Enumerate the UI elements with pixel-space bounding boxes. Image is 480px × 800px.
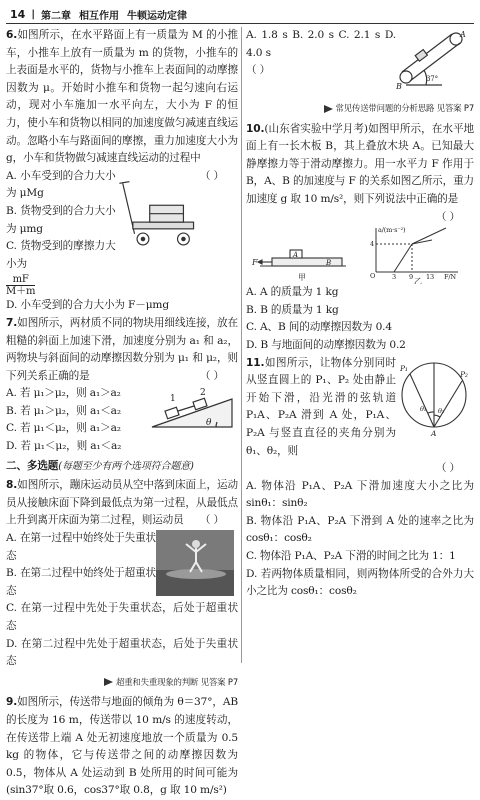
q6-number: 6.	[6, 29, 18, 41]
q10-option-a: A. A 的质量为 1 kg	[246, 286, 339, 299]
figure-jia	[258, 250, 346, 266]
q7-option-a: A. 若 μ₁＞μ₂，则 a₁＞a₂	[6, 387, 121, 400]
incline-figure	[146, 385, 236, 435]
q8-option-a: A. 在第一过程中始终处于失重状态	[6, 532, 156, 562]
question-8	[6, 477, 238, 691]
q8-option-b: B. 在第二过程中始终处于超重状态	[6, 567, 156, 597]
q10-option-c: C. A、B 间的动摩擦因数为 0.4	[246, 321, 392, 334]
fraction-numerator: mF	[6, 274, 35, 286]
q8-answer-bracket: （ ）	[199, 514, 224, 527]
q11-number: 11.	[246, 356, 265, 369]
angle-37-label: 37°	[426, 75, 438, 83]
q11-text: 如图所示，让物体分别同时从竖直圆上的 P₁、P₂ 处由静止开始下滑，沿光滑的弦轨道 P₁A、P₂A 滑到 A 处，P₁A、P₂A 与竖直直径的夹角分别为 θ₁、θ₂，则	[246, 356, 396, 457]
fraction-denominator: M＋m	[6, 285, 36, 297]
origin-label: O	[370, 272, 376, 281]
q7-options	[6, 385, 146, 455]
page-number: 14	[10, 7, 26, 21]
point-b-label: B	[396, 82, 402, 91]
q10-figures	[246, 226, 472, 284]
q11-answer-bracket: （ ）	[435, 462, 460, 475]
force-f-label: F	[252, 258, 258, 268]
q9-reference: 常见传送带问题的分析思路 见答案 P7	[246, 100, 474, 118]
q8-stem	[6, 477, 238, 530]
q10-option-d: D. B 与地面间的动摩擦因数为 0.2	[246, 338, 406, 351]
q6-option-a: A. 小车受到的合力大小为 μMg	[6, 169, 116, 200]
q6-stem	[6, 27, 238, 182]
x-tick-9: 9	[409, 273, 413, 282]
block-a-label: A	[293, 251, 298, 260]
q8-reference: 超重和失重现象的判断 见答案 P7	[6, 674, 238, 692]
q6-answer-bracket: （ ）	[199, 169, 224, 182]
question-9-start	[6, 694, 238, 800]
q6-text: 如图所示，在水平路面上有一质量为 M 的小推车，小推车上放有一质量为 m 的货物，小推车的上表面是水平的，货物与小推车上表面间的动摩擦因数为 μ。开始时小推车和货物一起匀速向右运动，现对小车施加一水平向左，大小为 F 的恒力，使小车和货物以相同的加速度做匀减速直线运动。忽略小车与路面间的摩擦，重力加速度大小为 g，小车和货物做匀减速直线运动的过程中	[6, 29, 238, 165]
q6-option-b: B. 货物受到的合力大小为 μmg	[6, 204, 116, 235]
fraction	[6, 274, 35, 297]
question-7	[6, 315, 238, 456]
x-tick-3: 3	[392, 273, 396, 282]
section-title: 二、多选题	[6, 459, 59, 472]
q7-option-d: D. 若 μ₁＜μ₂，则 a₁＜a₂	[6, 440, 122, 453]
q9-continuation	[246, 27, 474, 97]
q11-stem-with-figure	[246, 355, 474, 461]
q7-text: 如图所示，两材质不同的物块用细线连接，放在粗糙的斜面上加速下滑，加速度分别为 a₁ 和 a₂，两物块与斜面间的动摩擦因数分别为 μ₁ 和 μ₂，则下列关系正确的是	[6, 316, 238, 382]
arrow-icon	[104, 678, 113, 686]
question-11	[246, 355, 474, 601]
q9-answer-bracket: （ ）	[246, 64, 271, 77]
x-tick-13: 13	[426, 273, 434, 282]
q6-options-with-figure	[6, 168, 200, 298]
q7-options-with-figure	[6, 385, 238, 455]
q10-stem	[246, 121, 474, 223]
chapter-title: 相互作用	[78, 10, 119, 22]
board-b-label: B	[326, 259, 331, 268]
right-column	[246, 27, 474, 601]
q8-options-with-photo	[6, 530, 238, 600]
q6-option-c-fraction	[6, 273, 116, 297]
p1-label: P₁	[400, 363, 408, 373]
section-multiple-choice	[6, 458, 238, 476]
cart-figure	[116, 168, 200, 256]
q11-option-d: D. 若两物体质量相同，则两物体所受的合外力大小之比为 cosθ₁：cosθ₂	[246, 567, 474, 598]
q11-option-c: C. 物体沿 P₁A、P₂A 下滑的时间之比为 1：1	[246, 550, 456, 563]
point-a-label: A	[460, 30, 466, 39]
arrow-icon	[324, 105, 333, 113]
block-2-label: 2	[200, 388, 206, 399]
left-column	[6, 27, 238, 800]
q10-text: 如图甲所示，在水平地面上有一长木板 B，其上叠放木块 A。已知最大静摩擦力等于滑动摩擦力。用一水平力 F 作用于 B，A、B 的加速度与 F 的关系如图乙所示，重力加速度 g 取 10 m/s²，则下列说法中正确的是	[246, 122, 474, 205]
figure-yi	[376, 228, 458, 272]
q6-options	[6, 168, 116, 298]
q9-text: 如图所示，传送带与地面的倾角为 θ＝37°，AB 的长度为 16 m，传送带以 10 m/s 的速度转动，在传送带上端 A 处无初速度地放一个质量为 0.5 kg 的物体，它与传送带之间的动摩擦因数为 0.5，物体从 A 处运动到 B 处所用的时间可能为(sin37°取 0.6，cos37°取 0.8，g 取 10 m/s²)	[6, 696, 238, 797]
q7-stem	[6, 315, 238, 385]
q11-option-a: A. 物体沿 P₁A、P₂A 下滑加速度大小之比为 sinθ₁：sinθ₂	[246, 479, 474, 510]
q7-answer-bracket: （ ）	[199, 369, 224, 382]
q11-stem	[246, 355, 396, 461]
q8-options-ab	[6, 530, 156, 600]
q10-source: (山东省实验中学月考)	[264, 122, 368, 135]
topic-title: 牛顿运动定律	[126, 10, 187, 22]
angle-label: θ	[206, 418, 212, 429]
q10-number: 10.	[246, 122, 265, 135]
figure-yi-label: 乙	[414, 277, 422, 285]
q10-answer-bracket: （ ）	[435, 210, 460, 223]
q10-option-b: B. B 的质量为 1 kg	[246, 303, 339, 316]
section-note: (每题至少有两个选项符合题意)	[58, 460, 194, 472]
conveyor-figure	[396, 27, 472, 93]
y-tick-4: 4	[370, 240, 374, 249]
q6-option-d: D. 小车受到的合力大小为 F－μmg	[6, 299, 169, 312]
column-divider	[241, 27, 242, 663]
theta1-label: θ₁	[420, 404, 427, 413]
p2-label: P₂	[460, 369, 468, 379]
block-1-label: 1	[170, 394, 176, 405]
question-6	[6, 27, 238, 315]
y-axis-label: a/(m·s⁻²)	[378, 226, 406, 235]
a-label: A	[431, 428, 437, 437]
theta2-label: θ₂	[438, 406, 445, 415]
header-separator: |	[31, 8, 35, 20]
q7-number: 7.	[6, 316, 18, 329]
x-axis-label: F/N	[444, 273, 456, 282]
page-header	[6, 5, 474, 24]
figure-jia-label: 甲	[298, 273, 306, 283]
q9-options: A. 1.8 s B. 2.0 s C. 2.1 s D. 4.0 s	[246, 29, 396, 59]
q6-option-c: C. 货物受到的摩擦力大小为	[6, 240, 116, 270]
q7-option-b: B. 若 μ₁＞μ₂，则 a₁＜a₂	[6, 404, 121, 417]
question-10	[246, 121, 474, 355]
chapter-label: 第二章	[40, 10, 71, 22]
trampoline-photo	[156, 530, 234, 596]
q8-option-d: D. 在第二过程中先处于超重状态，后处于失重状态	[6, 637, 238, 668]
q8-text: 如图所示，蹦床运动员从空中落到床面上，运动员从接触床面下降到最低点为第一过程，从最低点上升到离开床面为第二过程，则运动员	[6, 479, 238, 527]
q7-option-c: C. 若 μ₁＜μ₂，则 a₁＞a₂	[6, 422, 121, 435]
circle-figure	[396, 355, 472, 437]
q9-continued-text	[246, 27, 396, 80]
q8-option-c: C. 在第一过程中先处于失重状态，后处于超重状态	[6, 602, 238, 632]
q9-number: 9.	[6, 696, 18, 709]
q8-number: 8.	[6, 479, 18, 492]
q11-option-b: B. 物体沿 P₁A、P₂A 下滑到 A 处的速率之比为 cosθ₁：cosθ₂	[246, 514, 474, 545]
q9-stem	[6, 694, 238, 800]
